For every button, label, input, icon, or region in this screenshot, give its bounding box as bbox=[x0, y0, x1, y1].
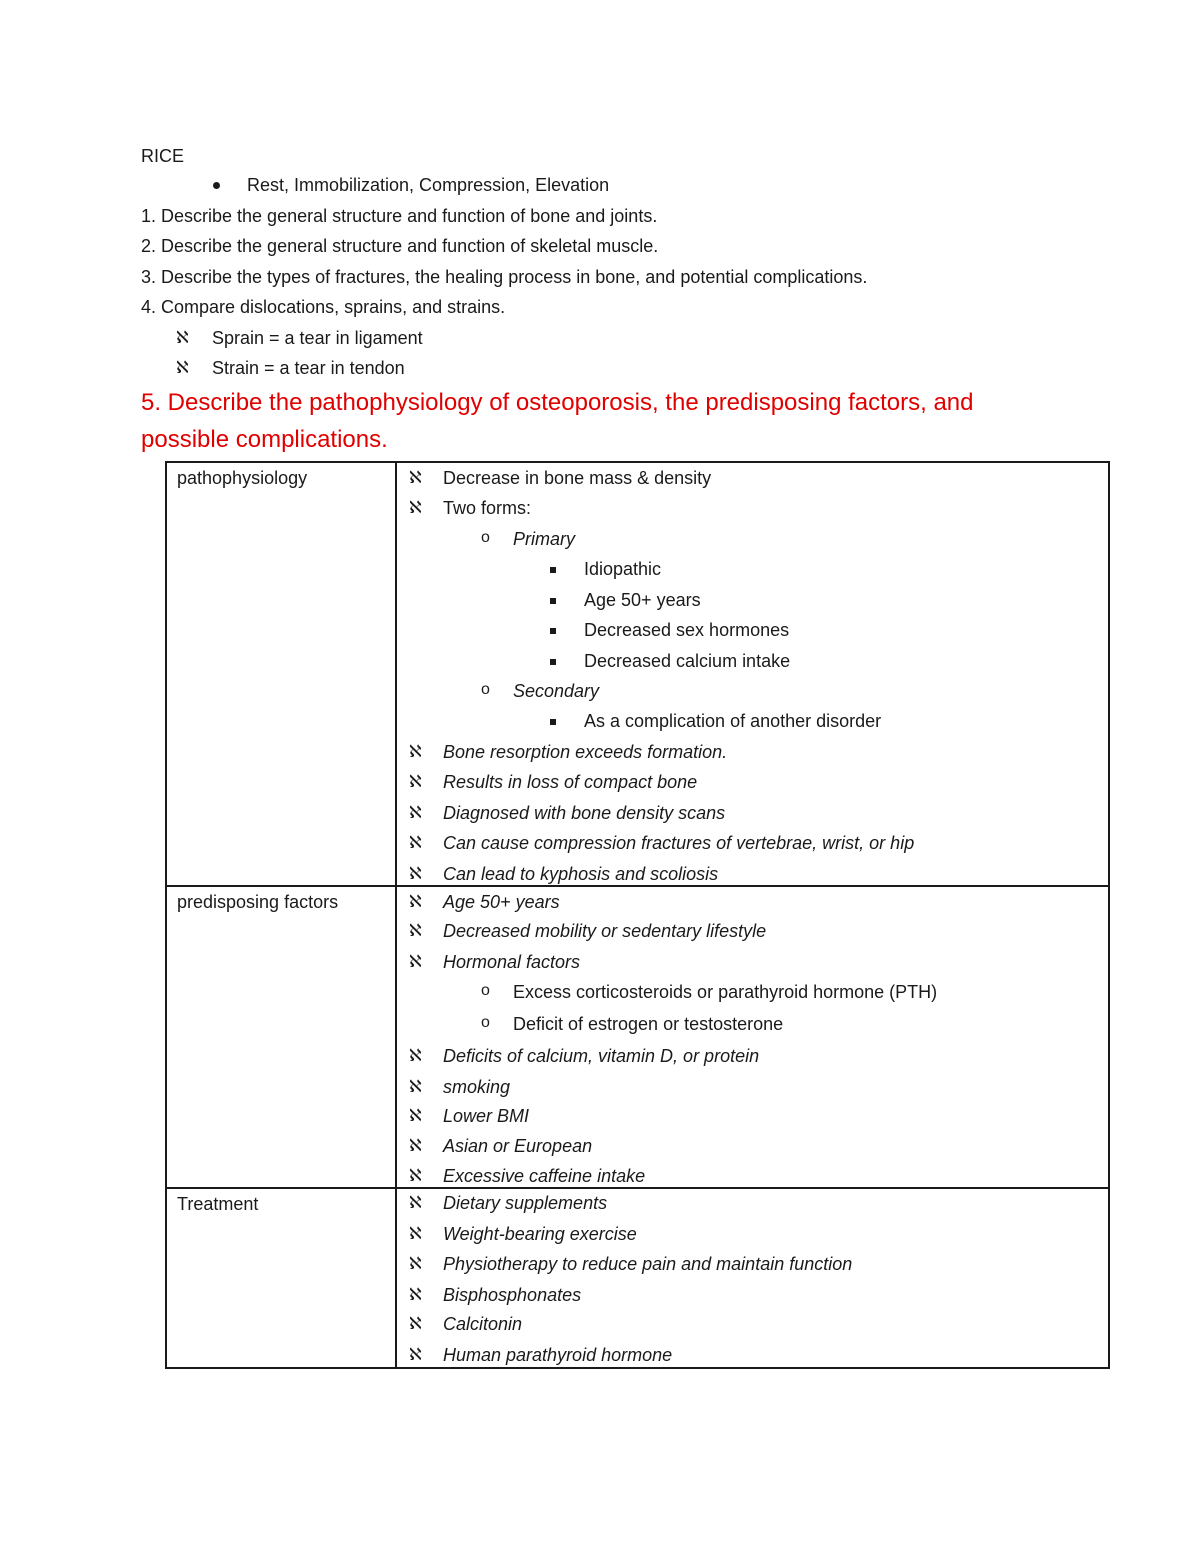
aleph-bullet-icon: ℵ bbox=[409, 1136, 422, 1156]
aleph-bullet-icon: ℵ bbox=[409, 1077, 422, 1097]
aleph-bullet-icon: ℵ bbox=[409, 498, 422, 518]
row-content-cell: ℵ Dietary supplements ℵ Weight-bearing exercise ℵ Physiotherapy to reduce pain and maintain function ℵ Bisphosphonates ℵ Calcitonin ℵ Human parathyroid hormone bbox=[396, 1188, 1109, 1368]
section-heading-line-1: 5. Describe the pathophysiology of osteoporosis, the predisposing factors, and bbox=[141, 389, 974, 416]
square-bullet-icon bbox=[550, 598, 556, 604]
row-label: Treatment bbox=[177, 1194, 259, 1214]
table-row-predisposing-factors bbox=[166, 886, 1109, 1188]
circle-bullet-icon: o bbox=[481, 681, 490, 698]
aleph-bullet-icon: ℵ bbox=[176, 328, 189, 348]
list-item: Age 50+ years bbox=[584, 590, 701, 610]
aleph-bullet-icon: ℵ bbox=[409, 1285, 422, 1305]
aleph-bullet-icon: ℵ bbox=[409, 772, 422, 792]
row-content-cell: ℵ Age 50+ years ℵ Decreased mobility or sedentary lifestyle ℵ Hormonal factors o Excess corticosteroids or parathyroid hormone (PTH) o Deficit of estrogen or testosterone ℵ Deficits of calcium, vitamin D, or protein ℵ smoking ℵ Lower BMI ℵ Asian or European ℵ Excessive caffeine intake bbox=[396, 886, 1109, 1188]
aleph-bullet-icon: ℵ bbox=[409, 892, 422, 912]
aleph-bullet-icon: ℵ bbox=[409, 1046, 422, 1066]
aleph-bullet-icon: ℵ bbox=[409, 833, 422, 853]
objective-2: 2. Describe the general structure and function of skeletal muscle. bbox=[141, 236, 659, 256]
section-heading-line-2: possible complications. bbox=[141, 426, 388, 453]
row-label: predisposing factors bbox=[177, 892, 339, 912]
list-item: Decreased sex hormones bbox=[584, 620, 790, 640]
rice-bullet-text: Rest, Immobilization, Compression, Elevation bbox=[247, 175, 610, 195]
list-item: Secondary bbox=[513, 681, 600, 701]
list-item: Excess corticosteroids or parathyroid hormone (PTH) bbox=[513, 982, 938, 1002]
list-item: Idiopathic bbox=[584, 559, 662, 579]
rice-title: RICE bbox=[141, 146, 185, 166]
circle-bullet-icon: o bbox=[481, 1014, 490, 1031]
aleph-bullet-icon: ℵ bbox=[409, 1224, 422, 1244]
objective-1: 1. Describe the general structure and function of bone and joints. bbox=[141, 206, 658, 226]
circle-bullet-icon: o bbox=[481, 529, 490, 546]
row-content-cell: ℵ Decrease in bone mass & density ℵ Two forms: o Primary Idiopathic Age 50+ years Decreased sex hormones Decreased calcium intake o Secondary As a complication of another disorder ℵ Bone resorption exceeds formation. ℵ Results in loss of compact bone ℵ Diagnosed with bone density scans ℵ Can cause compression fractures of vertebrae, wrist, or hip ℵ Can lead to kyphosis and scoliosis bbox=[396, 462, 1109, 886]
list-item: As a complication of another disorder bbox=[584, 711, 882, 731]
square-bullet-icon bbox=[550, 659, 556, 665]
square-bullet-icon bbox=[550, 628, 556, 634]
aleph-bullet-icon: ℵ bbox=[176, 358, 189, 378]
row-label-cell bbox=[166, 1188, 396, 1368]
table-row-pathophysiology bbox=[166, 462, 1109, 886]
aleph-bullet-icon: ℵ bbox=[409, 1345, 422, 1365]
circle-bullet-icon: o bbox=[481, 982, 490, 999]
table-row-treatment bbox=[166, 1188, 1109, 1368]
bullet-dot-icon bbox=[213, 182, 220, 189]
aleph-bullet-icon: ℵ bbox=[409, 864, 422, 884]
objective-3: 3. Describe the types of fractures, the healing process in bone, and potential complications. bbox=[141, 267, 868, 287]
strain-text: Strain = a tear in tendon bbox=[212, 358, 405, 378]
square-bullet-icon bbox=[550, 719, 556, 725]
list-item: Primary bbox=[513, 529, 575, 549]
row-label-cell bbox=[166, 886, 396, 1188]
sprain-text: Sprain = a tear in ligament bbox=[212, 328, 423, 348]
osteoporosis-table bbox=[165, 461, 1110, 1369]
aleph-bullet-icon: ℵ bbox=[409, 952, 422, 972]
list-item: Deficit of estrogen or testosterone bbox=[513, 1014, 784, 1034]
row-label: pathophysiology bbox=[177, 468, 308, 488]
aleph-bullet-icon: ℵ bbox=[409, 1314, 422, 1334]
aleph-bullet-icon: ℵ bbox=[409, 1166, 422, 1186]
aleph-bullet-icon: ℵ bbox=[409, 468, 422, 488]
list-item: Decreased calcium intake bbox=[584, 651, 791, 671]
objective-4: 4. Compare dislocations, sprains, and strains. bbox=[141, 297, 506, 317]
square-bullet-icon bbox=[550, 567, 556, 573]
aleph-bullet-icon: ℵ bbox=[409, 1106, 422, 1126]
aleph-bullet-icon: ℵ bbox=[409, 803, 422, 823]
row-label-cell bbox=[166, 462, 396, 886]
aleph-bullet-icon: ℵ bbox=[409, 921, 422, 941]
aleph-bullet-icon: ℵ bbox=[409, 742, 422, 762]
aleph-bullet-icon: ℵ bbox=[409, 1193, 422, 1213]
aleph-bullet-icon: ℵ bbox=[409, 1254, 422, 1274]
